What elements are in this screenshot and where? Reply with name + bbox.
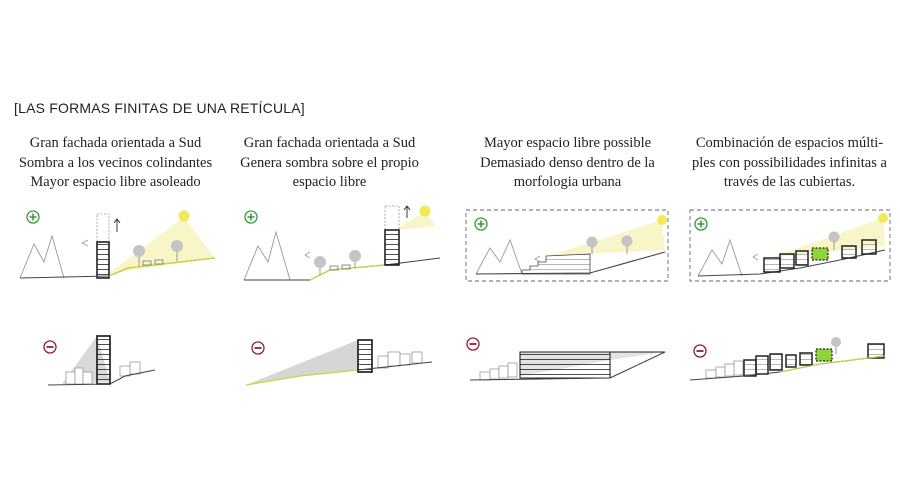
negative-icon [44, 341, 56, 353]
sun-icon [878, 213, 888, 223]
caption-line: ples con possibilidades infinitas a [692, 154, 887, 171]
view-arrow [753, 254, 758, 260]
positive-icon [27, 211, 39, 223]
sun-icon [179, 211, 190, 222]
caption-line: Combinación de espacios múlti- [695, 135, 884, 151]
caption-line: Gran fachada orientada a Sud [243, 135, 416, 151]
caption-line: Mayor espacio libre asoleado [30, 174, 201, 190]
panel-1-bottom [44, 336, 155, 385]
panel-2-top [244, 206, 440, 281]
tower [358, 340, 372, 372]
negative-icon [252, 342, 264, 354]
neighbor-buildings [480, 363, 517, 380]
stepped-blocks [744, 344, 884, 376]
mountain [698, 240, 742, 276]
tower [385, 230, 399, 265]
panel-3-top [466, 210, 668, 281]
dense-block [520, 352, 610, 378]
caption-line: Demasiado denso dentro de la [480, 154, 655, 171]
negative-icon [694, 345, 706, 357]
mountain [476, 240, 522, 274]
caption-line: Sombra a los vecinos colindantes [18, 154, 213, 171]
panel-4-bottom [690, 337, 885, 380]
up-arrow [114, 219, 120, 232]
sun-light-wedge [395, 211, 436, 230]
positive-icon [245, 211, 257, 223]
neighbor-buildings [706, 361, 743, 378]
view-arrow [305, 252, 310, 258]
panel-3-bottom [467, 338, 665, 380]
caption-line: Gran fachada orientada a Sud [29, 135, 202, 151]
tower-height-outline [97, 214, 109, 242]
caption-line: Genera sombra sobre el propio [240, 154, 419, 171]
sun-light-wedge [108, 217, 215, 274]
panel-1-top [20, 211, 215, 279]
sun-light-wedge [548, 220, 665, 256]
tree [349, 250, 361, 268]
terraced-building [522, 254, 590, 274]
caption-line: Mayor espacio libre possible [483, 135, 652, 151]
panel-2-bottom [246, 340, 432, 385]
green-roof [812, 248, 828, 260]
tower [97, 336, 110, 384]
positive-icon [475, 218, 487, 230]
caption-line: morfologia urbana [513, 174, 622, 190]
sun-icon [657, 215, 667, 225]
caption-line: espacio libre [292, 174, 367, 190]
up-arrow [404, 206, 410, 218]
green-roof [816, 349, 832, 361]
tree [314, 256, 326, 275]
caption-line: través de las cubiertas. [723, 174, 856, 190]
positive-icon [695, 218, 707, 230]
tower [97, 242, 109, 278]
diagram-heading: [LAS FORMAS FINITAS DE UNA RETÍCULA] [14, 100, 305, 116]
sun-icon [420, 206, 431, 217]
tower-height-outline [385, 206, 399, 230]
negative-icon [467, 338, 479, 350]
view-arrow [535, 256, 540, 262]
mountain [244, 232, 290, 280]
view-arrow [82, 240, 88, 246]
mountain [20, 236, 64, 278]
panel-4-top [690, 210, 890, 281]
shadow-wedge [246, 340, 358, 385]
